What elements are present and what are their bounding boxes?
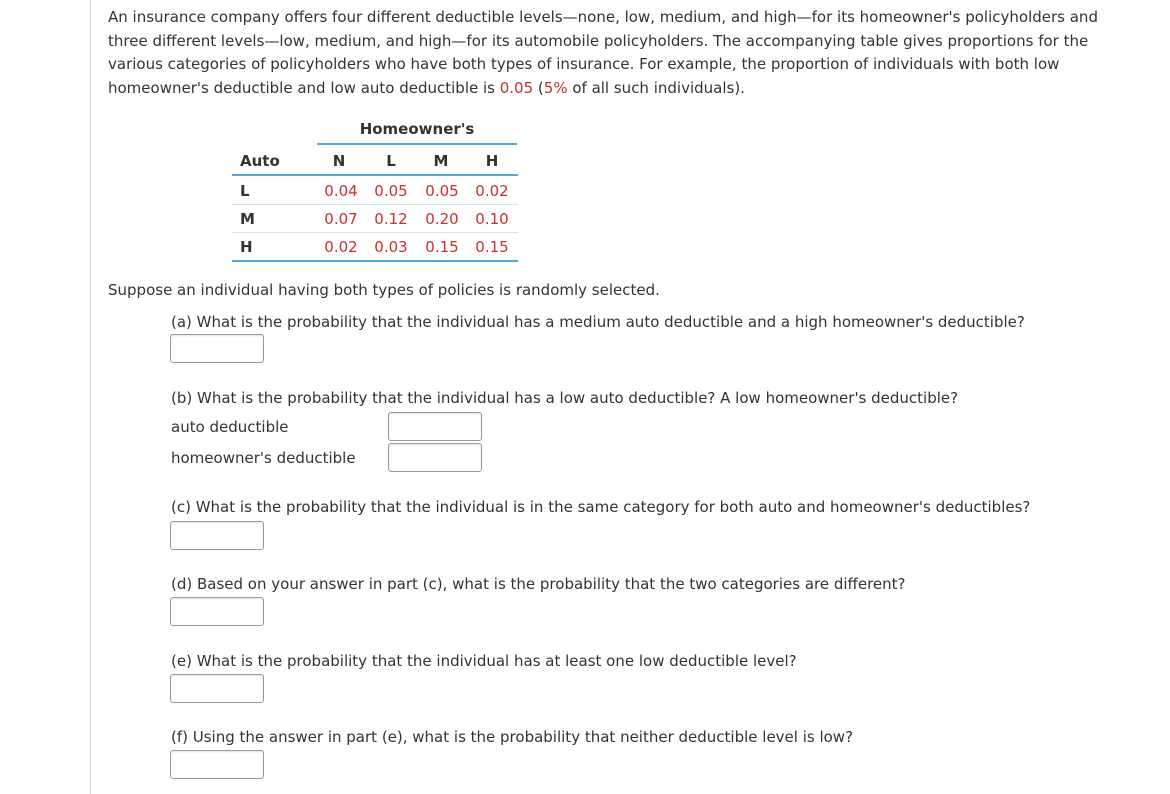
intro-highlight-percent: 5% (543, 78, 568, 97)
row-label: L (240, 182, 250, 200)
column-header: H (485, 152, 499, 170)
row-label: H (240, 238, 253, 256)
table-cell: 0.20 (425, 210, 459, 228)
answer-c-input[interactable] (170, 521, 264, 550)
left-border (90, 0, 91, 794)
intro-text-2: ( (533, 78, 544, 97)
row-divider (232, 232, 518, 233)
auto-deductible-label: auto deductible (171, 418, 289, 436)
intro-text-3: of all such individuals). (567, 78, 745, 97)
problem-statement (108, 6, 1138, 100)
answer-f-input[interactable] (170, 750, 264, 779)
table-cell: 0.02 (475, 182, 509, 200)
table-cell: 0.15 (425, 238, 459, 256)
column-group-rule (317, 143, 517, 145)
row-label: M (240, 210, 255, 228)
question-c: (c) What is the probability that the individual is in the same category for both auto and homeowner's deductibles? (171, 498, 1031, 516)
table-bottom-rule (232, 260, 518, 262)
question-b: (b) What is the probability that the individual has a low auto deductible? A low homeowner's deductible? (171, 389, 959, 407)
row-header-auto: Auto (240, 152, 280, 170)
table-cell: 0.04 (324, 182, 358, 200)
intro-text: An insurance company offers four different deductible levels—none, low, medium, and high—for its homeowner's policyholders and three different levels—low, medium, and high—for its automobile policyholders. The accompanying table gives proportions for the various categories of policyholders who have both types of insurance. For example, the proportion of individuals with both low homeowner's deductible and low auto deductible is (108, 8, 1098, 97)
table-cell: 0.05 (374, 182, 408, 200)
column-header: M (433, 152, 449, 170)
answer-e-input[interactable] (170, 674, 264, 703)
question-a: (a) What is the probability that the individual has a medium auto deductible and a high homeowner's deductible? (171, 313, 1025, 331)
table-cell: 0.02 (324, 238, 358, 256)
table-cell: 0.10 (475, 210, 509, 228)
intro-highlight-value: 0.05 (499, 78, 534, 97)
table-cell: 0.15 (475, 238, 509, 256)
answer-a-input[interactable] (170, 334, 264, 363)
answer-b-home-input[interactable] (388, 443, 482, 472)
answer-b-auto-input[interactable] (388, 412, 482, 441)
table-cell: 0.05 (425, 182, 459, 200)
table-cell: 0.07 (324, 210, 358, 228)
column-header: L (386, 152, 396, 170)
row-divider (232, 204, 518, 205)
table-cell: 0.12 (374, 210, 408, 228)
prompt-text: Suppose an individual having both types of policies is randomly selected. (108, 281, 660, 299)
question-e: (e) What is the probability that the individual has at least one low deductible level? (171, 652, 797, 670)
answer-d-input[interactable] (170, 597, 264, 626)
question-d: (d) Based on your answer in part (c), what is the probability that the two categories are different? (171, 575, 906, 593)
table-cell: 0.03 (374, 238, 408, 256)
column-group-title: Homeowner's (359, 120, 475, 138)
column-header: N (332, 152, 346, 170)
homeowner-deductible-label: homeowner's deductible (171, 449, 356, 467)
header-rule (232, 174, 518, 176)
question-f: (f) Using the answer in part (e), what is the probability that neither deductible level is low? (171, 728, 854, 746)
